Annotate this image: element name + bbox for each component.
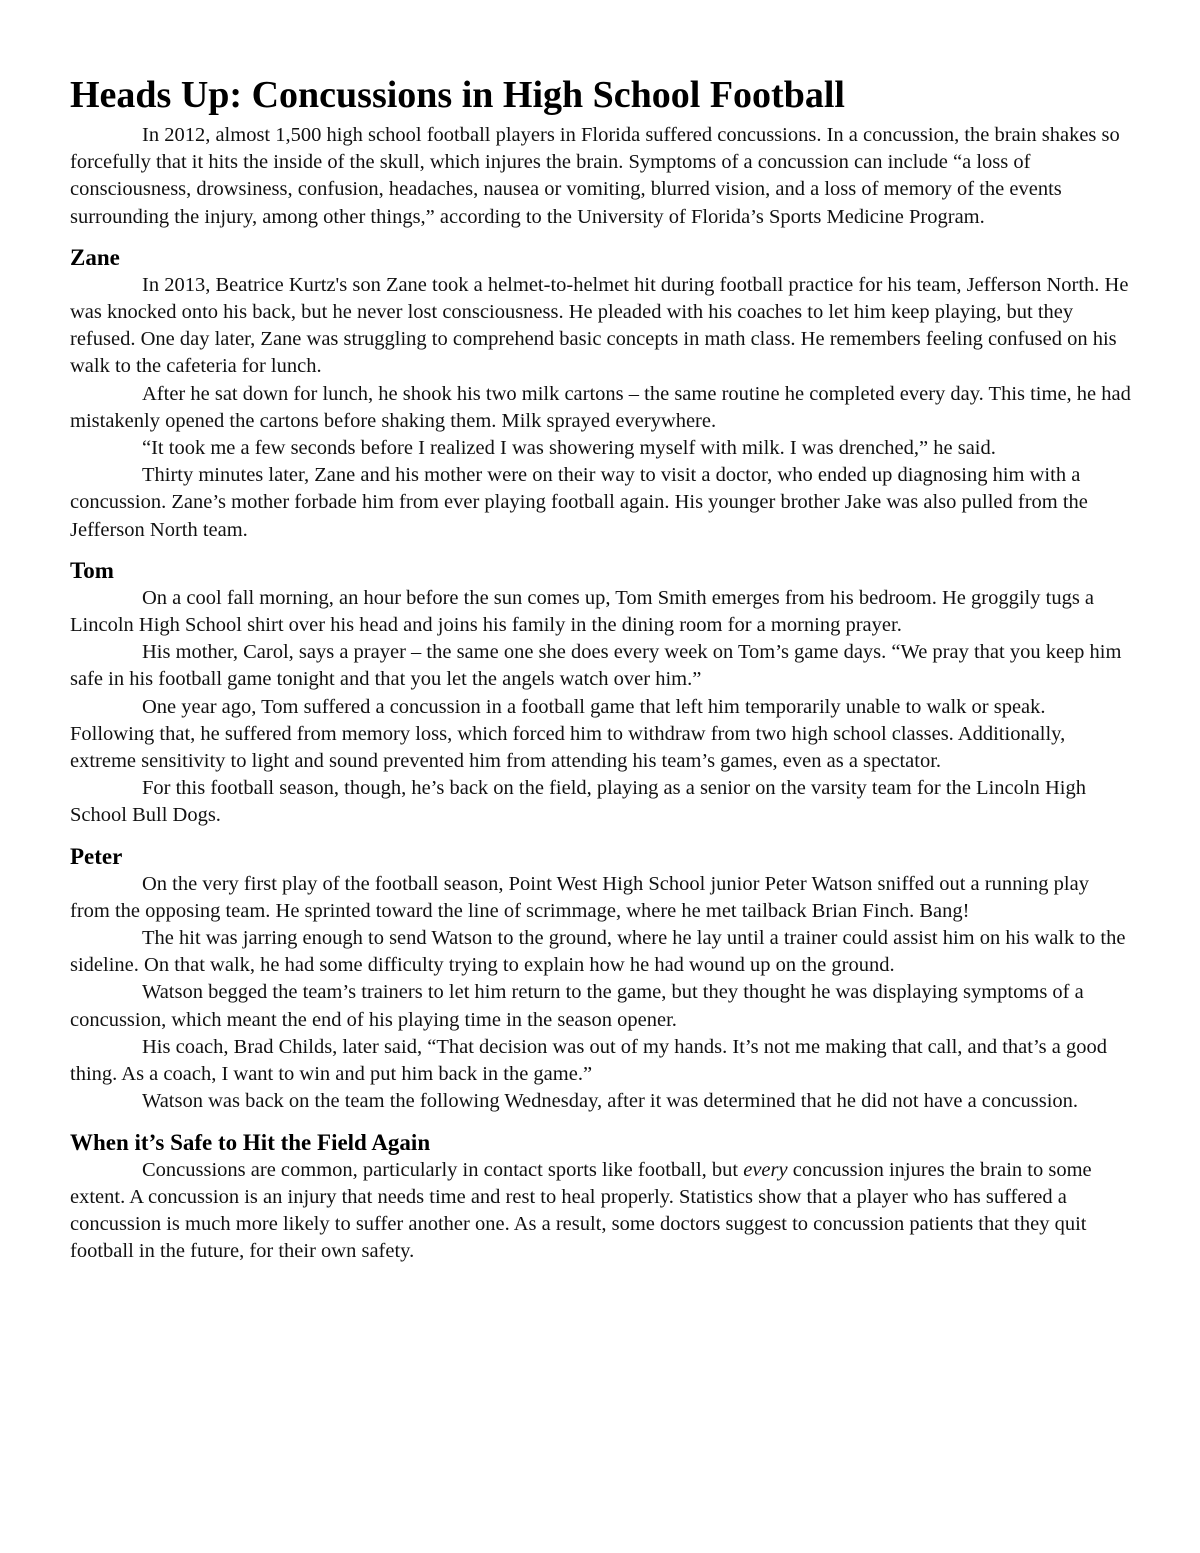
section-tom <box>70 557 1132 830</box>
paragraph: After he sat down for lunch, he shook his two milk cartons – the same routine he completed every day. This time, he had mistakenly opened the cartons before shaking them. Milk sprayed everywhere. <box>70 382 1131 432</box>
section-zane <box>70 244 1132 544</box>
paragraph: “It took me a few seconds before I realized I was showering myself with milk. I was drenched,” he said. <box>142 437 996 460</box>
paragraph: Watson was back on the team the following Wednesday, after it was determined that he did not have a concussion. <box>142 1090 1079 1113</box>
paragraph: His mother, Carol, says a prayer – the same one she does every week on Tom’s game days. “We pray that you keep him safe in his football game tonight and that you let the angels watch over him.” <box>70 641 1122 691</box>
intro-paragraph: In 2012, almost 1,500 high school football players in Florida suffered concussions. In a concussion, the brain shakes so forcefully that it hits the inside of the skull, which injures the brain. Symptoms of a concussion can include “a loss of consciousness, drowsiness, confusion, headaches, nausea or vomiting, blurred vision, and a loss of memory of the events surrounding the injury, among other things,” according to the University of Florida’s Sports Medicine Program. <box>70 124 1120 228</box>
paragraph: For this football season, though, he’s back on the field, playing as a senior on the varsity team for the Lincoln High School Bull Dogs. <box>70 777 1086 827</box>
paragraph: The hit was jarring enough to send Watson to the ground, where he lay until a trainer could assist him on his walk to the sideline. On that walk, he had some difficulty trying to explain how he had wound up on the ground. <box>70 927 1126 977</box>
section-heading: Zane <box>70 244 120 270</box>
paragraph: Thirty minutes later, Zane and his mother were on their way to visit a doctor, who ended up diagnosing him with a concussion. Zane’s mother forbade him from ever playing football again. His younger brother Jake was also pulled from the Jefferson North team. <box>70 464 1088 541</box>
paragraph: One year ago, Tom suffered a concussion in a football game that left him temporarily unable to walk or speak. Following that, he suffered from memory loss, which forced him to withdraw from two high school classes. Additionally, extreme sensitivity to light and sound prevented him from attending his team’s games, even as a spectator. <box>70 695 1066 773</box>
document-title: Heads Up: Concussions in High School Football <box>70 74 845 116</box>
section-peter <box>70 843 1132 1116</box>
section-heading: Tom <box>70 557 114 583</box>
emphasized-word: every <box>743 1158 788 1181</box>
document-page <box>70 72 1132 1265</box>
paragraph: On the very first play of the football season, Point West High School junior Peter Watson sniffed out a running play from the opposing team. He sprinted toward the line of scrimmage, where he met tailback Brian Finch. Bang! <box>70 872 1089 922</box>
section-safe-to-return <box>70 1129 1132 1266</box>
paragraph: On a cool fall morning, an hour before the sun comes up, Tom Smith emerges from his bedroom. He groggily tugs a Lincoln High School shirt over his head and joins his family in the dining room for a morning prayer. <box>70 586 1095 637</box>
paragraph: His coach, Brad Childs, later said, “That decision was out of my hands. It’s not me making that call, and that’s a good thing. As a coach, I want to win and put him back in the game.” <box>70 1035 1108 1086</box>
text-run: concussion injures the brain to some extent. A concussion is an injury that needs time and rest to heal properly. Statistics show that a player who has suffered a concussion is much more likely to suffer another one. As a result, some doctors suggest to concussion patients that they quit football in the future, for their own safety. <box>70 1158 1092 1263</box>
section-heading: Peter <box>70 843 123 869</box>
paragraph: In 2013, Beatrice Kurtz's son Zane took a helmet-to-helmet hit during football practice for his team, Jefferson North. He was knocked onto his back, but he never lost consciousness. He pleaded with his coaches to let him keep playing, but they refused. One day later, Zane was struggling to comprehend basic concepts in math class. He remembers feeling confused on his walk to the cafeteria for lunch. <box>70 273 1129 378</box>
paragraph <box>70 1157 1132 1266</box>
paragraph: Watson begged the team’s trainers to let him return to the game, but they thought he was displaying symptoms of a concussion, which meant the end of his playing time in the season opener. <box>70 981 1084 1031</box>
section-heading: When it’s Safe to Hit the Field Again <box>70 1129 431 1155</box>
text-run: Concussions are common, particularly in contact sports like football, but <box>142 1158 744 1181</box>
